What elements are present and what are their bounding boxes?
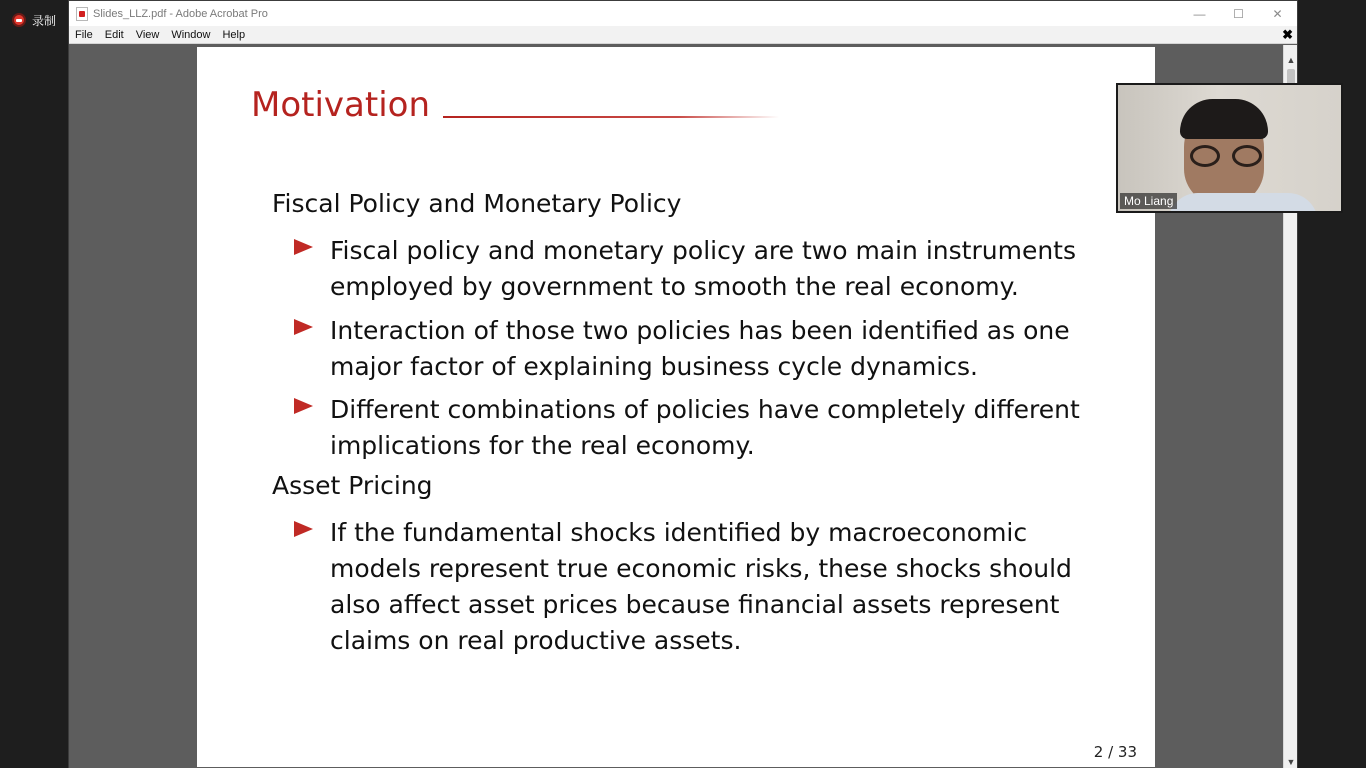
bullet-item (294, 233, 1084, 305)
bullet-triangle-icon (294, 239, 313, 255)
window-controls (1180, 1, 1297, 26)
slide-title: Motivation (251, 85, 430, 125)
menu-bar (69, 26, 1297, 44)
close-document-icon[interactable]: ✖ (1282, 27, 1293, 42)
scroll-up-icon[interactable]: ▲ (1286, 55, 1296, 65)
glasses-icon (1190, 145, 1262, 167)
record-icon (12, 13, 26, 27)
bullet-triangle-icon (294, 398, 313, 414)
menu-view[interactable]: View (135, 28, 160, 41)
maximize-button[interactable]: ☐ (1233, 6, 1244, 21)
participant-body (1168, 193, 1318, 213)
bullet-triangle-icon (294, 319, 313, 335)
video-overlay[interactable] (1116, 83, 1343, 213)
close-button[interactable]: ✕ (1272, 6, 1283, 21)
window-title: Slides_LLZ.pdf - Adobe Acrobat Pro (93, 7, 268, 20)
participant-hair (1180, 99, 1268, 139)
bullet-text: Different combinations of policies have completely different implications for the real economy. (330, 395, 1080, 460)
pdf-file-icon (76, 7, 88, 21)
menu-help[interactable]: Help (222, 28, 246, 41)
bullet-triangle-icon (294, 521, 313, 537)
title-bar (69, 1, 1297, 26)
section-heading: Asset Pricing (272, 471, 433, 500)
document-area[interactable] (69, 45, 1283, 768)
menu-window[interactable]: Window (171, 28, 211, 41)
section-heading: Fiscal Policy and Monetary Policy (272, 189, 682, 218)
acrobat-window (68, 0, 1298, 768)
minimize-button[interactable]: — (1193, 6, 1206, 21)
bullet-text: Interaction of those two policies has been identified as one major factor of explaining business cycle dynamics. (330, 316, 1070, 381)
bullet-text: Fiscal policy and monetary policy are two main instruments employed by government to smooth the real economy. (330, 236, 1076, 301)
bullet-item (294, 313, 1084, 385)
bullet-item (294, 392, 1084, 464)
scroll-down-icon[interactable]: ▼ (1286, 757, 1296, 767)
pdf-page (197, 47, 1155, 767)
bullet-item (294, 515, 1084, 659)
participant-name: Mo Liang (1120, 193, 1177, 209)
menu-file[interactable]: File (75, 28, 93, 41)
recording-indicator[interactable] (12, 10, 56, 30)
recording-label: 录制 (32, 13, 57, 28)
page-number: 2 / 33 (1093, 743, 1137, 761)
title-rule (443, 116, 779, 118)
bullet-text: If the fundamental shocks identified by macroeconomic models represent true economic risks, these shocks should also affect asset prices because financial assets represent claims on real productive assets. (330, 518, 1072, 655)
menu-edit[interactable]: Edit (104, 28, 124, 41)
